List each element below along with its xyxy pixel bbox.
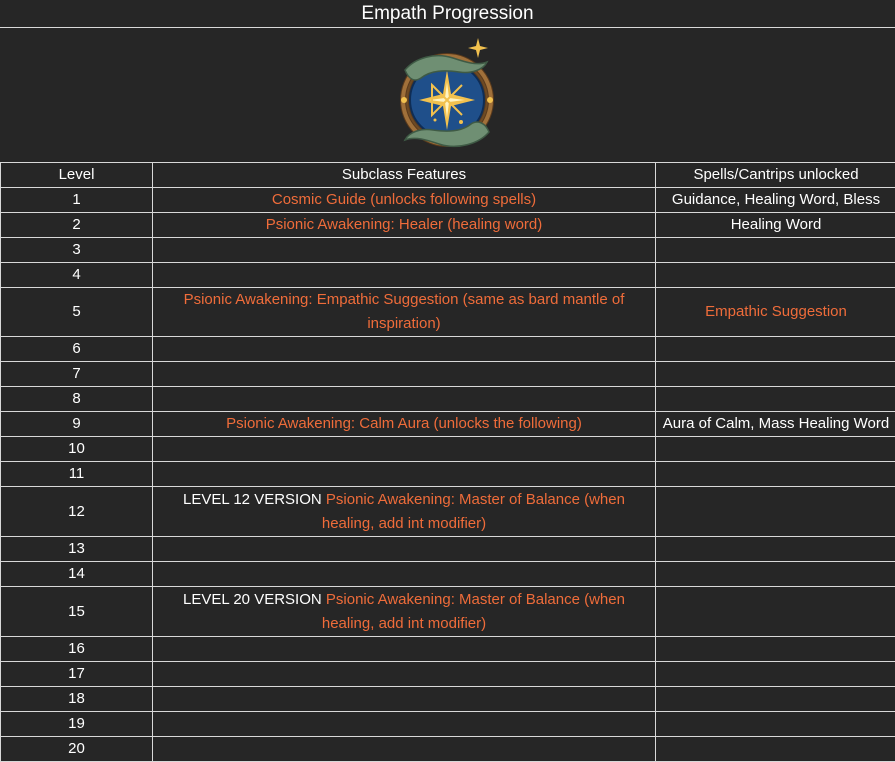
- spells-cell: [656, 537, 895, 562]
- feature-text: Psionic Awakening: Master of Balance (when healing, add int modifier): [322, 591, 625, 632]
- page-title: Empath Progression: [0, 0, 895, 28]
- feature-text: Psionic Awakening: Healer (healing word): [266, 216, 543, 233]
- progression-table: [0, 162, 895, 762]
- table-row: [1, 387, 895, 412]
- feature-cell: [153, 487, 656, 537]
- feature-cell: [153, 213, 656, 238]
- level-cell: 5: [1, 288, 153, 337]
- table-row: [1, 238, 895, 263]
- spells-cell: [656, 712, 895, 737]
- feature-cell: [153, 637, 656, 662]
- spells-cell: [656, 238, 895, 263]
- table-row: [1, 437, 895, 462]
- level-cell: 10: [1, 437, 153, 462]
- feature-text: Cosmic Guide (unlocks following spells): [272, 191, 536, 208]
- level-cell: 18: [1, 687, 153, 712]
- spells-cell: [656, 687, 895, 712]
- level-cell: 12: [1, 487, 153, 537]
- spells-cell: [656, 487, 895, 537]
- spells-cell: [656, 337, 895, 362]
- feature-cell: [153, 238, 656, 263]
- spells-cell: [656, 387, 895, 412]
- header-spells: Spells/Cantrips unlocked: [656, 163, 895, 188]
- level-cell: 4: [1, 263, 153, 288]
- feature-text: Psionic Awakening: Calm Aura (unlocks the following): [226, 415, 582, 432]
- table-row: [1, 662, 895, 687]
- feature-cell: [153, 263, 656, 288]
- table-row: [1, 637, 895, 662]
- feature-cell: [153, 337, 656, 362]
- feature-text: Psionic Awakening: Master of Balance (when healing, add int modifier): [322, 491, 625, 532]
- table-row: [1, 188, 895, 213]
- feature-version-prefix: LEVEL 20 VERSION: [183, 591, 322, 608]
- header-level: Level: [1, 163, 153, 188]
- table-row: [1, 737, 895, 762]
- spells-cell: [656, 437, 895, 462]
- feature-cell: [153, 387, 656, 412]
- level-cell: 15: [1, 587, 153, 637]
- spells-cell: [656, 362, 895, 387]
- table-row: [1, 712, 895, 737]
- feature-version-prefix: LEVEL 12 VERSION: [183, 491, 322, 508]
- spells-cell: [656, 662, 895, 687]
- table-row: [1, 587, 895, 637]
- level-cell: 6: [1, 337, 153, 362]
- level-cell: 16: [1, 637, 153, 662]
- spells-cell: Aura of Calm, Mass Healing Word: [656, 412, 895, 437]
- table-row: [1, 537, 895, 562]
- spells-cell: [656, 737, 895, 762]
- level-cell: 20: [1, 737, 153, 762]
- feature-cell: [153, 288, 656, 337]
- cosmic-hands-star-icon: [391, 36, 503, 154]
- feature-cell: [153, 712, 656, 737]
- spells-cell: [656, 263, 895, 288]
- feature-cell: [153, 587, 656, 637]
- header-features: Subclass Features: [153, 163, 656, 188]
- feature-cell: [153, 562, 656, 587]
- level-cell: 1: [1, 188, 153, 213]
- feature-cell: [153, 462, 656, 487]
- level-cell: 3: [1, 238, 153, 263]
- level-cell: 8: [1, 387, 153, 412]
- table-row: [1, 213, 895, 238]
- spells-cell: [656, 562, 895, 587]
- level-cell: 19: [1, 712, 153, 737]
- feature-cell: [153, 362, 656, 387]
- table-row: [1, 687, 895, 712]
- feature-cell: [153, 437, 656, 462]
- header-row: [1, 163, 895, 188]
- table-row: [1, 288, 895, 337]
- spells-cell: Guidance, Healing Word, Bless: [656, 188, 895, 213]
- feature-cell: [153, 412, 656, 437]
- emblem-area: [0, 28, 895, 162]
- feature-cell: [153, 687, 656, 712]
- table-row: [1, 562, 895, 587]
- level-cell: 7: [1, 362, 153, 387]
- level-cell: 11: [1, 462, 153, 487]
- spells-cell: [656, 462, 895, 487]
- spells-cell: [656, 637, 895, 662]
- feature-cell: [153, 737, 656, 762]
- level-cell: 14: [1, 562, 153, 587]
- level-cell: 9: [1, 412, 153, 437]
- level-cell: 17: [1, 662, 153, 687]
- level-cell: 13: [1, 537, 153, 562]
- table-row: [1, 412, 895, 437]
- table-row: [1, 263, 895, 288]
- feature-text: Psionic Awakening: Empathic Suggestion (same as bard mantle of inspiration): [184, 291, 625, 332]
- level-cell: 2: [1, 213, 153, 238]
- spells-cell: Empathic Suggestion: [656, 288, 895, 337]
- feature-cell: [153, 188, 656, 213]
- feature-cell: [153, 662, 656, 687]
- spells-cell: Healing Word: [656, 213, 895, 238]
- feature-cell: [153, 537, 656, 562]
- table-row: [1, 362, 895, 387]
- table-row: [1, 487, 895, 537]
- table-row: [1, 462, 895, 487]
- spells-cell: [656, 587, 895, 637]
- table-row: [1, 337, 895, 362]
